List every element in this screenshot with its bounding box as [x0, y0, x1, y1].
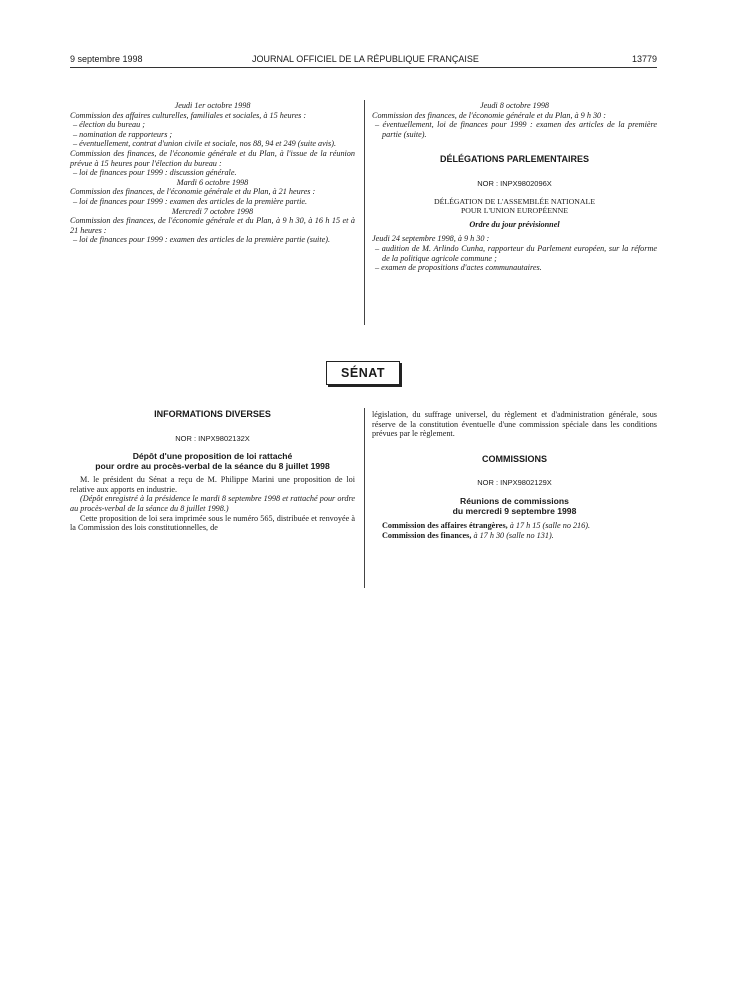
agenda-subitem: – élection du bureau ;: [73, 120, 145, 130]
section-title: INFORMATIONS DIVERSES: [154, 409, 271, 419]
agenda-item: Commission des finances, de l'économie générale et du Plan, à 9 h 30 :: [372, 110, 606, 120]
day-heading: Mardi 6 octobre 1998: [176, 177, 249, 187]
commission-time: à 17 h 15 (salle no 216).: [509, 520, 591, 530]
senat-heading-box: SÉNAT: [326, 361, 400, 385]
agenda-item: Commission des finances, de l'économie générale et du Plan, à l'issue de la réunion prévue à 15 heures pour l'élection du bureau :: [70, 148, 355, 168]
agenda-subitem: – nomination de rapporteurs ;: [73, 129, 173, 139]
commission-time: à 17 h 30 (salle no 131).: [473, 530, 554, 540]
body-paragraph: (Dépôt enregistré à la présidence le mardi 8 septembre 1998 et rattaché pour ordre au procès-verbal de la séance du 8 juillet 1998.): [70, 494, 355, 513]
commission-name: Commission des finances,: [382, 530, 472, 540]
bottom-left-column: [70, 410, 355, 533]
column-divider-top: [364, 100, 365, 325]
body-paragraph: Cette proposition de loi sera imprimée sous le numéro 565, distribuée et renvoyée à la Commission des lois constitutionnelles, de: [70, 513, 355, 533]
agenda-subitem: – éventuellement, contrat d'union civile et sociale, nos 88, 94 et 249 (suite avis).: [73, 139, 337, 149]
header-rule: [70, 67, 657, 68]
commission-entry: [372, 521, 657, 531]
header-date: 9 septembre 1998: [70, 54, 143, 64]
notice-title: Réunions de commissions: [460, 495, 569, 506]
section-title: COMMISSIONS: [481, 453, 547, 464]
agenda-subitem: – éventuellement, loi de finances pour 1999 : examen des articles de la première partie (suite).: [375, 120, 657, 139]
agenda-subitem: – loi de finances pour 1999 : examen des articles de la première partie (suite).: [73, 235, 331, 245]
top-right-column: [372, 101, 657, 273]
notice-title: Dépôt d'une proposition de loi rattaché: [132, 451, 293, 462]
agenda-subitem: – examen de propositions d'actes communautaires.: [375, 263, 542, 273]
agenda-subitem: – loi de finances pour 1999 : examen des articles de la première partie.: [73, 196, 308, 206]
body-paragraph: législation, du suffrage universel, du règlement et d'administration générale, sous réserve de la constitution éventuelle d'une commission spéciale dans les conditions prévues par le règlement.: [372, 410, 657, 439]
notice-title: pour ordre au procès-verbal de la séance du 8 juillet 1998: [95, 461, 330, 472]
nor-reference: NOR : INPX9802129X: [477, 478, 552, 488]
agenda-heading: Ordre du jour prévisionnel: [469, 219, 560, 229]
day-heading: Jeudi 8 octobre 1998: [479, 101, 550, 110]
journal-title: JOURNAL OFFICIEL DE LA RÉPUBLIQUE FRANÇAISE: [252, 54, 479, 64]
commission-entry: [372, 531, 657, 541]
meeting-date: Jeudi 24 septembre 1998, à 9 h 30 :: [372, 234, 490, 244]
delegation-name: DÉLÉGATION DE L'ASSEMBLÉE NATIONALE: [433, 196, 595, 206]
day-heading: Mercredi 7 octobre 1998: [171, 206, 254, 216]
nor-reference: NOR : INPX9802132X: [175, 433, 250, 443]
delegation-name: POUR L'UNION EUROPÉENNE: [460, 206, 569, 216]
bottom-right-column: [372, 410, 657, 540]
section-title: DÉLÉGATIONS PARLEMENTAIRES: [439, 154, 589, 165]
agenda-item: Commission des affaires culturelles, familiales et sociales, à 15 heures :: [70, 110, 307, 120]
nor-reference: NOR : INPX9802096X: [477, 178, 552, 188]
day-heading: Jeudi 1er octobre 1998: [174, 101, 251, 110]
page-number: 13779: [631, 54, 657, 64]
agenda-subitem: – loi de finances pour 1999 : discussion générale.: [73, 168, 237, 178]
agenda-subitem: – audition de M. Arlindo Cunha, rapporteur du Parlement européen, sur la réforme de la politique agricole commune ;: [375, 243, 657, 263]
commission-name: Commission des affaires étrangères,: [382, 520, 508, 530]
column-divider-bottom: [364, 408, 365, 588]
agenda-item: Commission des finances, de l'économie générale et du Plan, à 21 heures :: [70, 187, 316, 197]
agenda-item: Commission des finances, de l'économie générale et du Plan, à 9 h 30, à 16 h 15 et à 21 heures :: [70, 216, 355, 235]
notice-title: du mercredi 9 septembre 1998: [452, 505, 577, 516]
top-left-column: [70, 101, 355, 245]
body-paragraph: M. le président du Sénat a reçu de M. Philippe Marini une proposition de loi relative aux apports en industrie.: [70, 475, 355, 494]
